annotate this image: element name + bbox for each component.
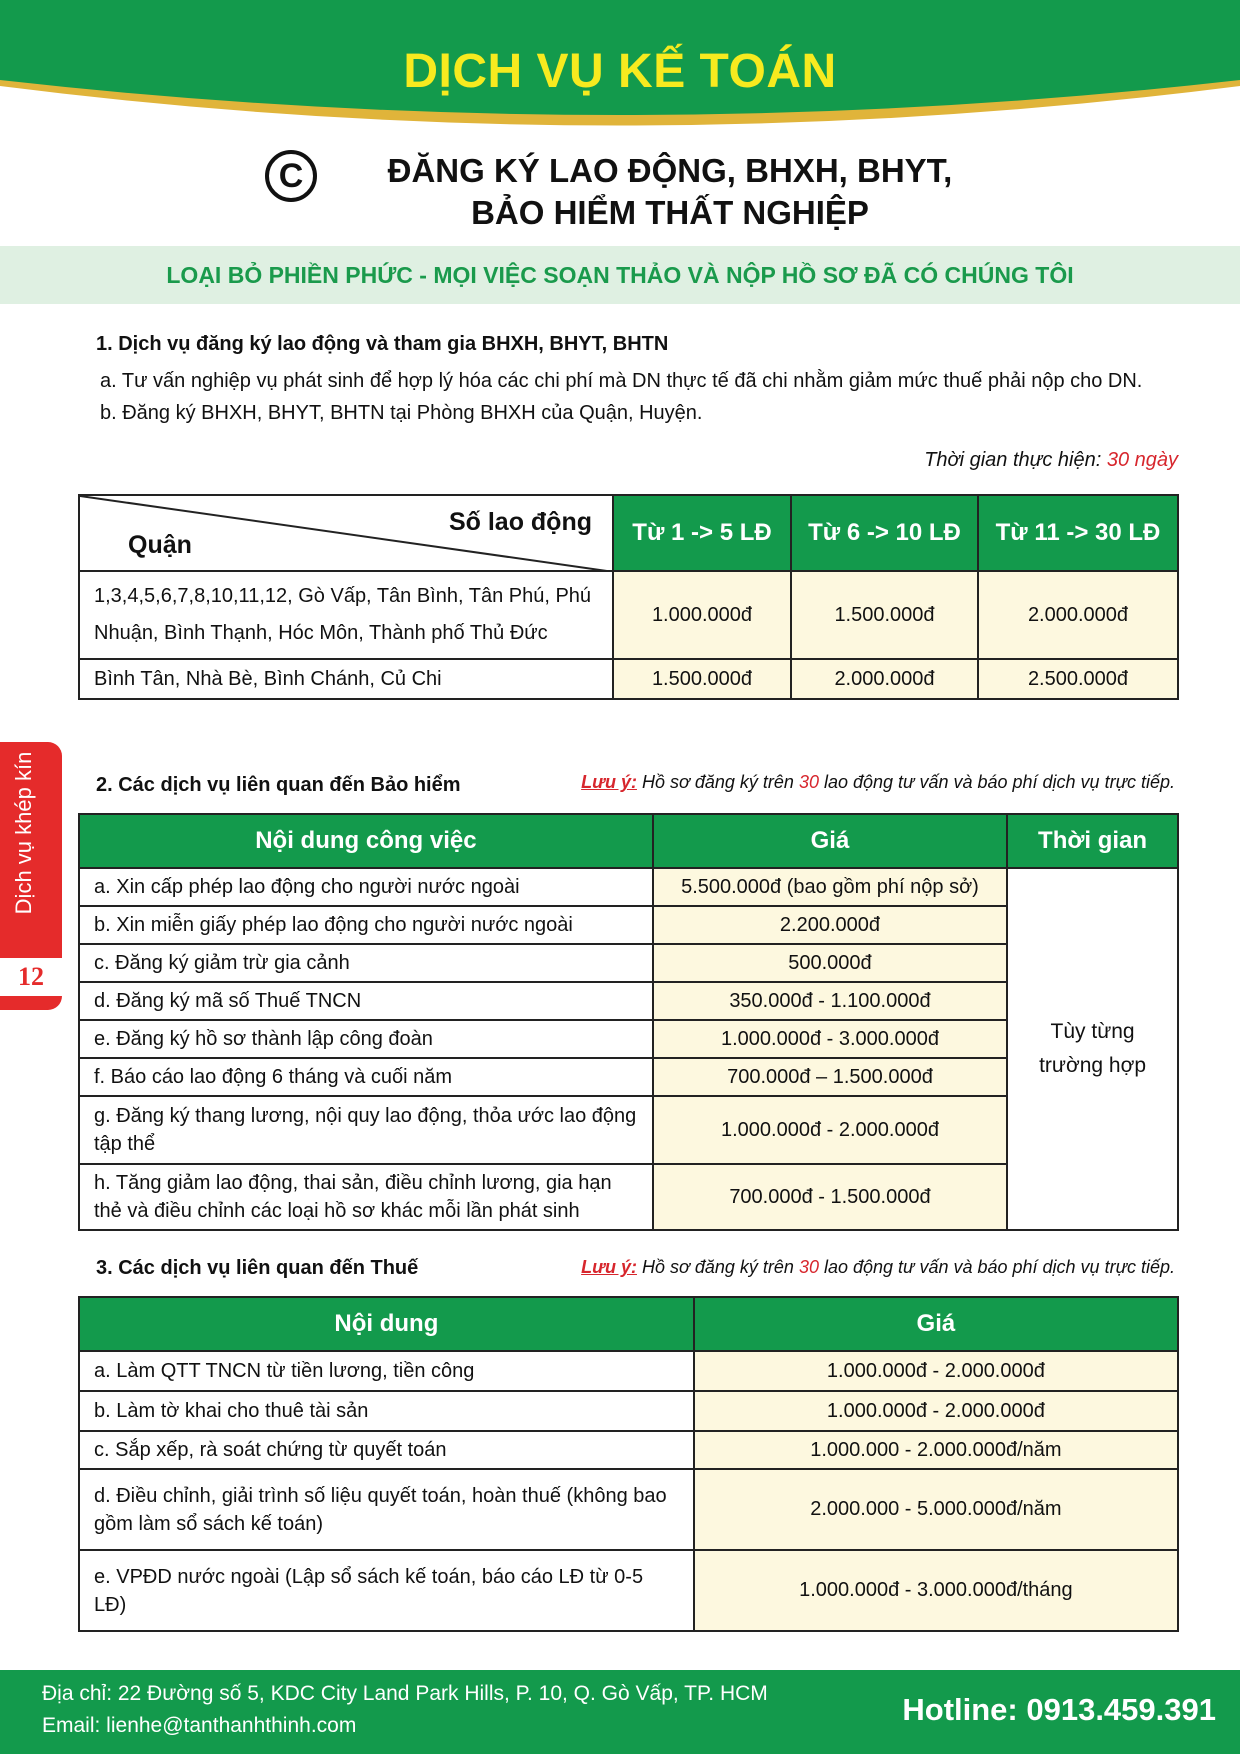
content-cell: b. Xin miễn giấy phép lao động cho người nước ngoài (79, 906, 653, 944)
note-number: 30 (798, 1257, 819, 1277)
price-cell: 2.000.000 - 5.000.000đ/năm (694, 1469, 1178, 1550)
page-number: 12 (0, 958, 62, 996)
price-cell: 350.000đ - 1.100.000đ (653, 982, 1007, 1020)
section-badge: C (265, 150, 317, 202)
price-cell: 1.000.000đ - 2.000.000đ (694, 1351, 1178, 1391)
col-header-3: Từ 11 -> 30 LĐ (978, 495, 1178, 571)
table-row (79, 659, 1178, 699)
content-cell: a. Làm QTT TNCN từ tiền lương, tiền công (79, 1351, 694, 1391)
price-cell: 1.000.000đ - 3.000.000đ/tháng (694, 1550, 1178, 1631)
section2-note (581, 772, 1175, 793)
page-title-line2: BẢO HIỂM THẤT NGHIỆP (471, 194, 869, 231)
price-cell: 1.000.000 - 2.000.000đ/năm (694, 1431, 1178, 1469)
table-header-row (79, 1297, 1178, 1351)
content-cell: a. Xin cấp phép lao động cho người nước ngoài (79, 868, 653, 906)
price-cell: 2.000.000đ (791, 659, 978, 699)
price-cell: 1.500.000đ (613, 659, 791, 699)
price-cell: 700.000đ - 1.500.000đ (653, 1164, 1007, 1230)
section3-title: 3. Các dịch vụ liên quan đến Thuế (96, 1257, 419, 1279)
header-title: DỊCH VỤ KẾ TOÁN (403, 45, 837, 98)
tax-services-table (78, 1296, 1179, 1632)
table-row (79, 571, 1178, 659)
price-cell: 1.500.000đ (791, 571, 978, 659)
price-cell: 1.000.000đ - 3.000.000đ (653, 1020, 1007, 1058)
labor-registration-table (78, 494, 1179, 700)
table-row (79, 1391, 1178, 1431)
slogan-banner: LOẠI BỎ PHIỀN PHỨC - MỌI VIỆC SOẠN THẢO VÀ NỘP HỒ SƠ ĐÃ CÓ CHÚNG TÔI (0, 246, 1240, 304)
table-header-row (79, 495, 1178, 571)
price-cell: 2.000.000đ (978, 571, 1178, 659)
corner-cell (79, 495, 613, 571)
content-cell: e. VPĐD nước ngoài (Lập sổ sách kế toán, báo cáo LĐ từ 0-5 LĐ) (79, 1550, 694, 1631)
time-cell: Tùy từng trường hợp (1007, 868, 1178, 1230)
price-cell: 1.000.000đ - 2.000.000đ (694, 1391, 1178, 1431)
section1-time (924, 449, 1178, 472)
col-header-2: Từ 6 -> 10 LĐ (791, 495, 978, 571)
note-text-pre: Hồ sơ đăng ký trên (636, 1257, 799, 1277)
content-cell: c. Đăng ký giảm trừ gia cảnh (79, 944, 653, 982)
section1-item-b: b. Đăng ký BHXH, BHYT, BHTN tại Phòng BHXH của Quận, Huyện. (100, 402, 703, 424)
footer-email: Email: lienhe@tanthanhthinh.com (42, 1714, 357, 1737)
note-label: Lưu ý: (581, 772, 637, 792)
header (0, 0, 1240, 140)
footer (0, 1670, 1240, 1754)
district-cell: Bình Tân, Nhà Bè, Bình Chánh, Củ Chi (79, 659, 613, 699)
note-text-post: lao động tư vấn và báo phí dịch vụ trực tiếp. (818, 772, 1175, 792)
page-title-line1: ĐĂNG KÝ LAO ĐỘNG, BHXH, BHYT, (387, 152, 953, 189)
section1-title: 1. Dịch vụ đăng ký lao động và tham gia BHXH, BHYT, BHTN (96, 333, 669, 355)
note-text-pre: Hồ sơ đăng ký trên (636, 772, 799, 792)
note-label: Lưu ý: (581, 1257, 637, 1277)
content-cell: e. Đăng ký hồ sơ thành lập công đoàn (79, 1020, 653, 1058)
price-cell: 700.000đ – 1.500.000đ (653, 1058, 1007, 1096)
price-cell: 1.000.000đ (613, 571, 791, 659)
table-row (79, 1550, 1178, 1631)
price-cell: 2.200.000đ (653, 906, 1007, 944)
col-header-price: Giá (694, 1297, 1178, 1351)
table-row (79, 868, 1178, 906)
content-cell: g. Đăng ký thang lương, nội quy lao động, thỏa ước lao động tập thể (79, 1096, 653, 1164)
price-cell: 1.000.000đ - 2.000.000đ (653, 1096, 1007, 1164)
side-tab-label: Dịch vụ khép kín (11, 751, 36, 915)
footer-address: Địa chỉ: 22 Đường số 5, KDC City Land Park Hills, P. 10, Q. Gò Vấp, TP. HCM (42, 1682, 768, 1705)
time-label: Thời gian thực hiện: (924, 449, 1107, 471)
district-cell: 1,3,4,5,6,7,8,10,11,12, Gò Vấp, Tân Bình, Tân Phú, Phú Nhuận, Bình Thạnh, Hóc Môn, Thành phố Thủ Đức (79, 571, 613, 659)
time-value: 30 ngày (1106, 449, 1178, 471)
content-cell: h. Tăng giảm lao động, thai sản, điều chỉnh lương, gia hạn thẻ và điều chỉnh các loại hồ sơ khác mỗi lần phát sinh (79, 1164, 653, 1230)
col-header-content: Nội dung (79, 1297, 694, 1351)
content-cell: b. Làm tờ khai cho thuê tài sản (79, 1391, 694, 1431)
page-title (340, 150, 1000, 234)
section1-item-a: a. Tư vấn nghiệp vụ phát sinh để hợp lý hóa các chi phí mà DN thực tế đã chi nhằm giảm mức thuế phải nộp cho DN. (100, 370, 1143, 392)
corner-bottom-label: Quận (128, 531, 192, 559)
col-header-price: Giá (653, 814, 1007, 868)
note-text-post: lao động tư vấn và báo phí dịch vụ trực tiếp. (818, 1257, 1175, 1277)
insurance-services-table (78, 813, 1179, 1231)
table-row (79, 1469, 1178, 1550)
price-cell: 2.500.000đ (978, 659, 1178, 699)
col-header-time: Thời gian (1007, 814, 1178, 868)
col-header-content: Nội dung công việc (79, 814, 653, 868)
table-row (79, 1431, 1178, 1469)
content-cell: d. Đăng ký mã số Thuế TNCN (79, 982, 653, 1020)
price-cell: 5.500.000đ (bao gồm phí nộp sở) (653, 868, 1007, 906)
corner-top-label: Số lao động (448, 508, 592, 536)
section2-title: 2. Các dịch vụ liên quan đến Bảo hiểm (96, 774, 461, 796)
table-header-row (79, 814, 1178, 868)
footer-hotline: Hotline: 0913.459.391 (902, 1692, 1216, 1727)
content-cell: c. Sắp xếp, rà soát chứng từ quyết toán (79, 1431, 694, 1469)
section3-note (581, 1257, 1175, 1278)
content-cell: d. Điều chỉnh, giải trình số liệu quyết toán, hoàn thuế (không bao gồm làm sổ sách kế toán) (79, 1469, 694, 1550)
note-number: 30 (798, 772, 819, 792)
col-header-1: Từ 1 -> 5 LĐ (613, 495, 791, 571)
content-cell: f. Báo cáo lao động 6 tháng và cuối năm (79, 1058, 653, 1096)
price-cell: 500.000đ (653, 944, 1007, 982)
table-row (79, 1351, 1178, 1391)
